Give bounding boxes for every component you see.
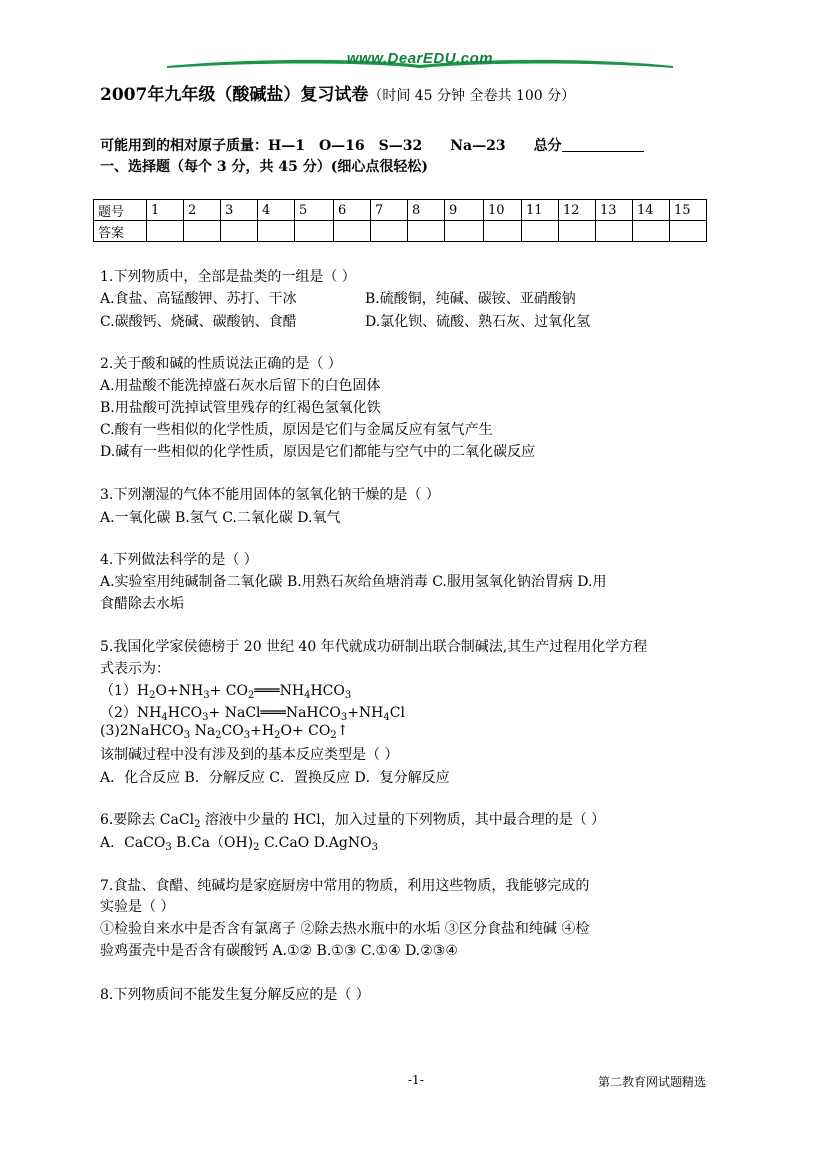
equation-2: $(2)NH_4HCO_3+$ $NaCl═══NaHCO_3+NH_4Cl$	[100, 705, 405, 723]
question-number-cell: 3	[221, 200, 258, 221]
question-number-cell: 5	[295, 200, 334, 221]
question-4-options-line2: 食醋除去水垢	[100, 596, 184, 612]
mass-na: Na—23	[450, 138, 506, 154]
answer-cell[interactable]	[221, 221, 258, 242]
question-number-cell: 1	[147, 200, 184, 221]
answer-cell[interactable]	[408, 221, 445, 242]
question-5-options: A．化合反应 B．分解反应 C．置换反应 D．复分解反应	[100, 770, 450, 786]
question-2-option-c: C.酸有一些相似的化学性质，原因是它们与金属反应有氢气产生	[100, 422, 493, 438]
question-4-stem: 4.下列做法科学的是（ ）	[100, 552, 258, 568]
answer-cell[interactable]	[147, 221, 184, 242]
question-number-cell: 4	[258, 200, 295, 221]
row-label-answer: 答案	[94, 221, 147, 242]
answer-cell[interactable]	[670, 221, 707, 242]
row-label-number: 题号	[94, 200, 147, 221]
question-5-stem-line2: 式表示为：	[100, 661, 170, 677]
answer-table	[93, 199, 707, 242]
table-row	[94, 200, 707, 221]
answer-cell[interactable]	[258, 221, 295, 242]
table-row	[94, 221, 707, 242]
mass-s: S—32	[378, 138, 423, 154]
section-heading: 一、选择题（每个 3 分，共 45 分）(细心点很轻松)	[100, 159, 428, 175]
answer-cell[interactable]	[559, 221, 596, 242]
answer-cell[interactable]	[445, 221, 484, 242]
question-number-cell: 10	[484, 200, 522, 221]
question-number-cell: 8	[408, 200, 445, 221]
question-2-option-d: D.碱有一些相似的化学性质，原因是它们都能与空气中的二氧化碳反应	[100, 444, 536, 460]
question-number-cell: 12	[559, 200, 596, 221]
question-1-option-b: B.硫酸铜，纯碱、碳铵、亚硝酸钠	[365, 291, 576, 307]
atomic-mass-label: 可能用到的相对原子质量：	[100, 138, 268, 154]
question-5-stem-line1: 5.我国化学家侯德榜于 20 世纪 40 年代就成功研制出联合制碱法,其生产过程用化学方程	[100, 639, 648, 655]
equation-1: $(1)H_2O+NH_3+$ $CO_2═══NH_4HCO_3$	[100, 683, 352, 701]
question-number-cell: 15	[670, 200, 707, 221]
question-6-stem: 6.要除去 CaCl$_2$ 溶液中少量的 HCl，加入过量的下列物质，其中最合理的是（ ）	[100, 812, 606, 830]
mass-h: H—1	[268, 138, 305, 154]
site-banner	[165, 50, 675, 72]
question-number-cell: 14	[633, 200, 670, 221]
question-7-stem-line1: 7.食盐、食醋、纯碱均是家庭厨房中常用的物质，利用这些物质，我能够完成的	[100, 878, 590, 894]
question-1-stem: 1.下列物质中，全部是盐类的一组是（ ）	[100, 269, 356, 285]
answer-cell[interactable]	[522, 221, 559, 242]
equation-3: (3)2NaHCO$_3$ $Na_2CO_3+H_2O+$ $CO_2↑$	[100, 723, 349, 741]
question-7-options-line2: 验鸡蛋壳中是否含有碳酸钙 A.①② B.①③ C.①④ D.②③④	[100, 943, 458, 959]
answer-cell[interactable]	[484, 221, 522, 242]
question-number-cell: 11	[522, 200, 559, 221]
question-8-stem: 8.下列物质间不能发生复分解反应的是（ ）	[100, 987, 370, 1003]
question-1-option-d: D.氯化钡、硫酸、熟石灰、过氧化氢	[365, 314, 591, 330]
answer-cell[interactable]	[334, 221, 371, 242]
question-4-options-line1: A.实验室用纯碱制备二氧化碳 B.用熟石灰给鱼塘消毒 C.服用氢氧化钠治胃病 D.用	[100, 574, 607, 590]
question-3-options: A.一氧化碳 B.氢气 C.二氧化碳 D.氧气	[100, 510, 341, 526]
question-number-cell: 2	[184, 200, 221, 221]
question-number-cell: 7	[371, 200, 408, 221]
site-url[interactable]: www.DearEDU.com	[346, 50, 494, 67]
total-score-blank[interactable]	[562, 137, 644, 152]
page-number: -1-	[408, 1073, 424, 1087]
question-5-ask: 该制碱过程中没有涉及到的基本反应类型是（ ）	[100, 747, 399, 763]
title-main: 2007年九年级（酸碱盐）复习试卷	[100, 85, 369, 105]
title-note: （时间 45 分钟 全卷共 100 分）	[368, 88, 576, 104]
answer-cell[interactable]	[295, 221, 334, 242]
page-title	[100, 80, 575, 105]
mass-o: O—16	[318, 138, 365, 154]
question-2-option-a: A.用盐酸不能洗掉盛石灰水后留下的白色固体	[100, 378, 381, 394]
question-3-stem: 3.下列潮湿的气体不能用固体的氢氧化钠干燥的是（ ）	[100, 487, 440, 503]
question-1-option-c: C.碳酸钙、烧碱、碳酸钠、食醋	[100, 314, 297, 330]
question-number-cell: 9	[445, 200, 484, 221]
footer-source: 第二教育网试题精选	[598, 1075, 707, 1089]
question-7-options-line1: ①检验自来水中是否含有氯离子 ②除去热水瓶中的水垢 ③区分食盐和纯碱 ④检	[100, 921, 590, 937]
question-2-stem: 2.关于酸和碱的性质说法正确的是（ ）	[100, 356, 342, 372]
question-6-options: A．CaCO$_3$ $B.Ca(OH)_2$ C.CaO D.AgNO$_3$	[100, 835, 378, 853]
answer-cell[interactable]	[371, 221, 408, 242]
question-number-cell: 6	[334, 200, 371, 221]
question-2-option-b: B.用盐酸可洗掉试管里残存的红褐色氢氧化铁	[100, 400, 381, 416]
atomic-mass-line	[100, 135, 644, 155]
question-7-stem-line2: 实验是（ ）	[100, 899, 175, 915]
question-1-option-a: A.食盐、高锰酸钾、苏打、干冰	[100, 291, 297, 307]
total-score-label: 总分	[533, 138, 562, 154]
answer-cell[interactable]	[633, 221, 670, 242]
answer-cell[interactable]	[596, 221, 633, 242]
question-number-cell: 13	[596, 200, 633, 221]
answer-cell[interactable]	[184, 221, 221, 242]
